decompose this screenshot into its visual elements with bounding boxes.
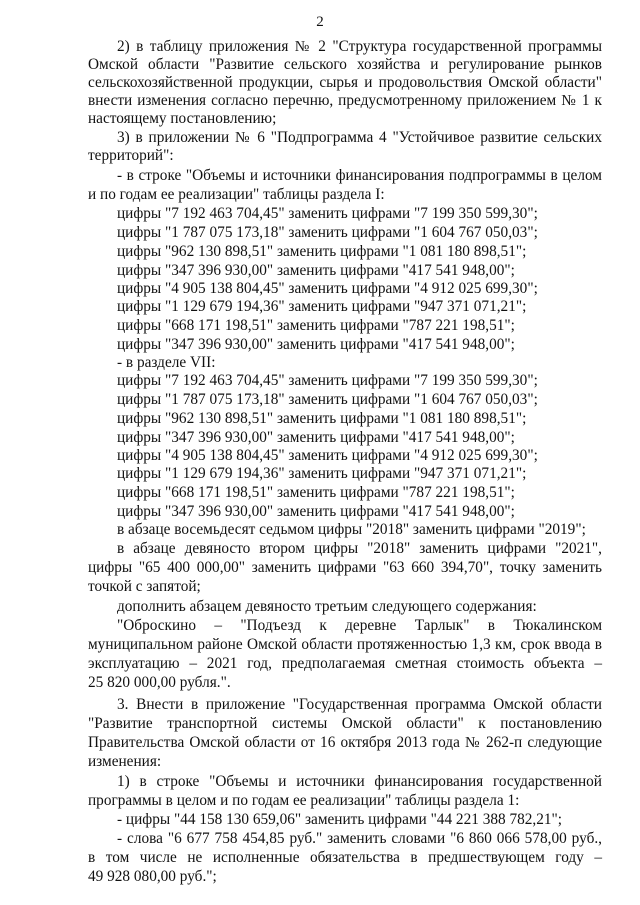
text-line: точкой с запятой; xyxy=(88,578,201,595)
text-line: в абзаце девяносто втором цифры "2018" заменить цифрами "2021", xyxy=(117,540,602,557)
text-line: цифры "668 171 198,51" заменить цифрами "787 221 198,51"; xyxy=(117,317,515,334)
text-line: Правительства Омской области от 16 октября 2013 года № 262-п следующие xyxy=(88,734,602,751)
text-line: цифры "1 129 679 194,36" заменить цифрами "947 371 071,21"; xyxy=(117,465,527,482)
text-line: 49 928 080,00 руб."; xyxy=(88,868,217,885)
text-line: цифры "347 396 930,00" заменить цифрами "417 541 948,00"; xyxy=(117,262,515,279)
text-line: цифры "347 396 930,00" заменить цифрами "417 541 948,00"; xyxy=(117,429,515,446)
text-line: цифры "1 787 075 173,18" заменить цифрами "1 604 767 050,03"; xyxy=(117,224,538,241)
text-line: 25 820 000,00 рубля.". xyxy=(88,674,231,691)
text-line: в абзаце восемьдесят седьмом цифры "2018" заменить цифрами "2019"; xyxy=(117,521,586,538)
text-line: цифры "347 396 930,00" заменить цифрами "417 541 948,00"; xyxy=(117,503,515,520)
text-line: территорий": xyxy=(88,147,174,164)
text-line: 3) в приложении № 6 "Подпрограмма 4 "Устойчивое развитие сельских xyxy=(117,129,602,146)
text-line: цифры "7 192 463 704,45" заменить цифрами "7 199 350 599,30"; xyxy=(117,372,538,389)
text-line: 2) в таблицу приложения № 2 "Структура государственной программы xyxy=(117,38,602,55)
text-line: цифры "962 130 898,51" заменить цифрами "1 081 180 898,51"; xyxy=(117,410,527,427)
text-line: внести изменения согласно перечню, предусмотренному приложением № 1 к xyxy=(88,92,602,109)
text-line: цифры "1 787 075 173,18" заменить цифрами "1 604 767 050,03"; xyxy=(117,391,538,408)
text-line: цифры "65 400 000,00" заменить цифрами "63 660 394,70", точку заменить xyxy=(88,559,602,576)
text-line: цифры "4 905 138 804,45" заменить цифрами "4 912 025 699,30"; xyxy=(117,280,538,297)
text-line: - цифры "44 158 130 659,06" заменить цифрами "44 221 388 782,21"; xyxy=(117,811,563,828)
text-line: настоящему постановлению; xyxy=(88,110,277,127)
text-line: "Оброскино – "Подъезд к деревне Тарлык" в Тюкалинском xyxy=(117,617,602,634)
text-line: и по годам ее реализации" таблицы раздела I: xyxy=(88,186,385,203)
text-line: - в разделе VII: xyxy=(117,354,216,371)
text-line: цифры "668 171 198,51" заменить цифрами "787 221 198,51"; xyxy=(117,484,515,501)
text-line: - слова "6 677 758 454,85 руб." заменить словами "6 860 066 578,00 руб., xyxy=(117,830,602,847)
text-line: - в строке "Объемы и источники финансирования подпрограммы в целом xyxy=(117,167,602,184)
text-line: муниципальном районе Омской области протяженностью 1,3 км, срок ввода в xyxy=(88,636,602,653)
text-line: цифры "4 905 138 804,45" заменить цифрами "4 912 025 699,30"; xyxy=(117,447,538,464)
text-line: 3. Внести в приложение "Государственная программа Омской области xyxy=(117,696,602,713)
text-line: дополнить абзацем девяносто третьим следующего содержания: xyxy=(117,598,537,615)
text-line: цифры "1 129 679 194,36" заменить цифрами "947 371 071,21"; xyxy=(117,298,527,315)
text-line: "Развитие транспортной системы Омской области" к постановлению xyxy=(88,715,602,732)
text-line: программы в целом и по годам ее реализации" таблицы раздела 1: xyxy=(88,792,520,809)
text-line: цифры "7 192 463 704,45" заменить цифрами "7 199 350 599,30"; xyxy=(117,205,538,222)
text-line: цифры "347 396 930,00" заменить цифрами "417 541 948,00"; xyxy=(117,336,515,353)
text-line: Омской области "Развитие сельского хозяйства и регулирование рынков xyxy=(88,56,602,73)
text-line: эксплуатацию – 2021 год, предполагаемая сметная стоимость объекта – xyxy=(88,655,602,672)
text-line: в том числе не исполненные обязательства в предшествующем году – xyxy=(88,849,602,866)
text-line: сельскохозяйственной продукции, сырья и продовольствия Омской области" xyxy=(88,74,602,91)
page-number: 2 xyxy=(316,14,324,30)
text-line: цифры "962 130 898,51" заменить цифрами "1 081 180 898,51"; xyxy=(117,243,527,260)
text-line: изменения: xyxy=(88,753,162,770)
text-line: 1) в строке "Объемы и источники финансирования государственной xyxy=(117,773,602,790)
